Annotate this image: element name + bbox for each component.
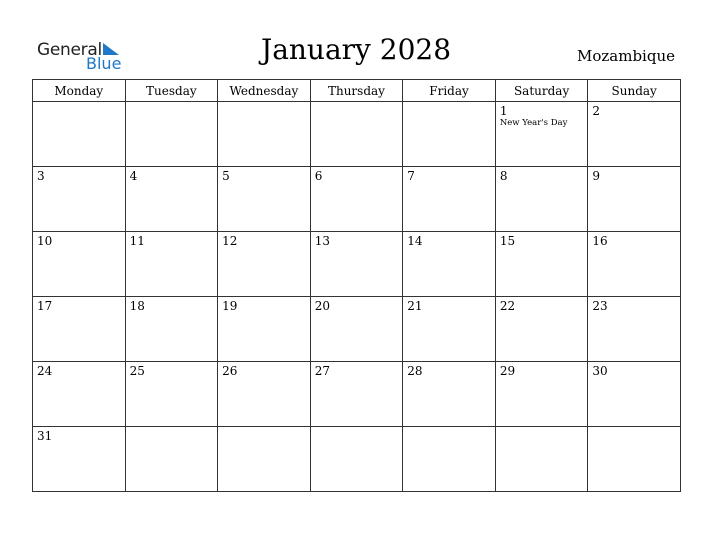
day-cell	[403, 167, 496, 232]
day-cell	[310, 232, 403, 297]
day-number: 12	[222, 234, 238, 248]
day-cell	[495, 167, 588, 232]
day-number: 7	[407, 169, 415, 183]
day-cell	[218, 362, 311, 427]
day-cell	[588, 232, 681, 297]
weekday-header-row	[33, 80, 681, 102]
day-number: 19	[222, 299, 238, 313]
day-cell	[403, 232, 496, 297]
day-cell	[403, 297, 496, 362]
day-cell	[125, 232, 218, 297]
day-cell	[403, 362, 496, 427]
day-number: 14	[407, 234, 423, 248]
weekday-header: Monday	[33, 80, 126, 102]
day-number: 15	[499, 234, 516, 248]
logo-text-general: General	[37, 40, 102, 60]
day-cell	[495, 232, 588, 297]
weekday-header: Tuesday	[125, 80, 218, 102]
day-number: 25	[129, 364, 145, 378]
day-number: 26	[222, 364, 238, 378]
day-cell	[588, 427, 681, 492]
day-cell	[310, 167, 403, 232]
day-cell	[588, 102, 681, 167]
day-number: 31	[37, 429, 53, 443]
day-cell	[218, 102, 311, 167]
day-cell	[218, 297, 311, 362]
day-cell	[310, 427, 403, 492]
day-number: 6	[314, 169, 323, 183]
day-number: 11	[129, 234, 145, 248]
day-number: 27	[314, 364, 330, 378]
day-cell	[33, 427, 126, 492]
day-cell	[310, 297, 403, 362]
day-number: 8	[499, 169, 508, 183]
day-number: 16	[592, 234, 608, 248]
day-cell	[495, 102, 588, 167]
logo-text-blue: Blue	[86, 54, 122, 73]
day-cell	[218, 427, 311, 492]
day-cell	[125, 362, 218, 427]
week-row	[33, 102, 681, 167]
day-number: 28	[407, 364, 423, 378]
day-number: 1	[499, 104, 508, 118]
page-title: January 2028	[260, 33, 452, 66]
day-cell	[33, 167, 126, 232]
day-number: 21	[407, 299, 423, 313]
day-cell	[495, 427, 588, 492]
day-number: 10	[37, 234, 53, 248]
day-cell	[33, 232, 126, 297]
day-cell	[403, 102, 496, 167]
day-cell	[218, 167, 311, 232]
day-number: 30	[592, 364, 608, 378]
weekday-header: Friday	[403, 80, 496, 102]
day-cell	[125, 167, 218, 232]
day-number: 3	[37, 169, 45, 183]
day-number: 29	[499, 364, 516, 378]
day-number: 22	[499, 299, 516, 313]
day-number: 2	[592, 104, 601, 118]
weekday-header: Thursday	[310, 80, 403, 102]
week-row	[33, 427, 681, 492]
holiday-label: New Year's Day	[499, 118, 568, 128]
day-cell	[495, 362, 588, 427]
day-number: 13	[314, 234, 330, 248]
week-row	[33, 167, 681, 232]
day-cell	[588, 297, 681, 362]
day-number: 18	[129, 299, 145, 313]
day-cell	[588, 362, 681, 427]
day-number: 20	[314, 299, 330, 313]
day-cell	[403, 427, 496, 492]
day-cell	[125, 102, 218, 167]
day-number: 23	[592, 299, 608, 313]
day-number: 24	[37, 364, 53, 378]
day-cell	[125, 427, 218, 492]
calendar-grid	[32, 79, 681, 492]
weekday-header: Saturday	[495, 80, 588, 102]
day-number: 17	[37, 299, 53, 313]
week-row	[33, 297, 681, 362]
day-cell	[33, 362, 126, 427]
country-label: Mozambique	[577, 47, 675, 65]
day-cell	[588, 167, 681, 232]
week-row	[33, 232, 681, 297]
day-cell	[33, 102, 126, 167]
day-cell	[310, 102, 403, 167]
day-cell	[310, 362, 403, 427]
day-number: 9	[592, 169, 601, 183]
day-number: 5	[222, 169, 230, 183]
week-row	[33, 362, 681, 427]
day-cell	[218, 232, 311, 297]
weekday-header: Sunday	[588, 80, 681, 102]
day-cell	[33, 297, 126, 362]
day-number: 4	[129, 169, 138, 183]
day-cell	[125, 297, 218, 362]
day-cell	[495, 297, 588, 362]
weekday-header: Wednesday	[218, 80, 311, 102]
